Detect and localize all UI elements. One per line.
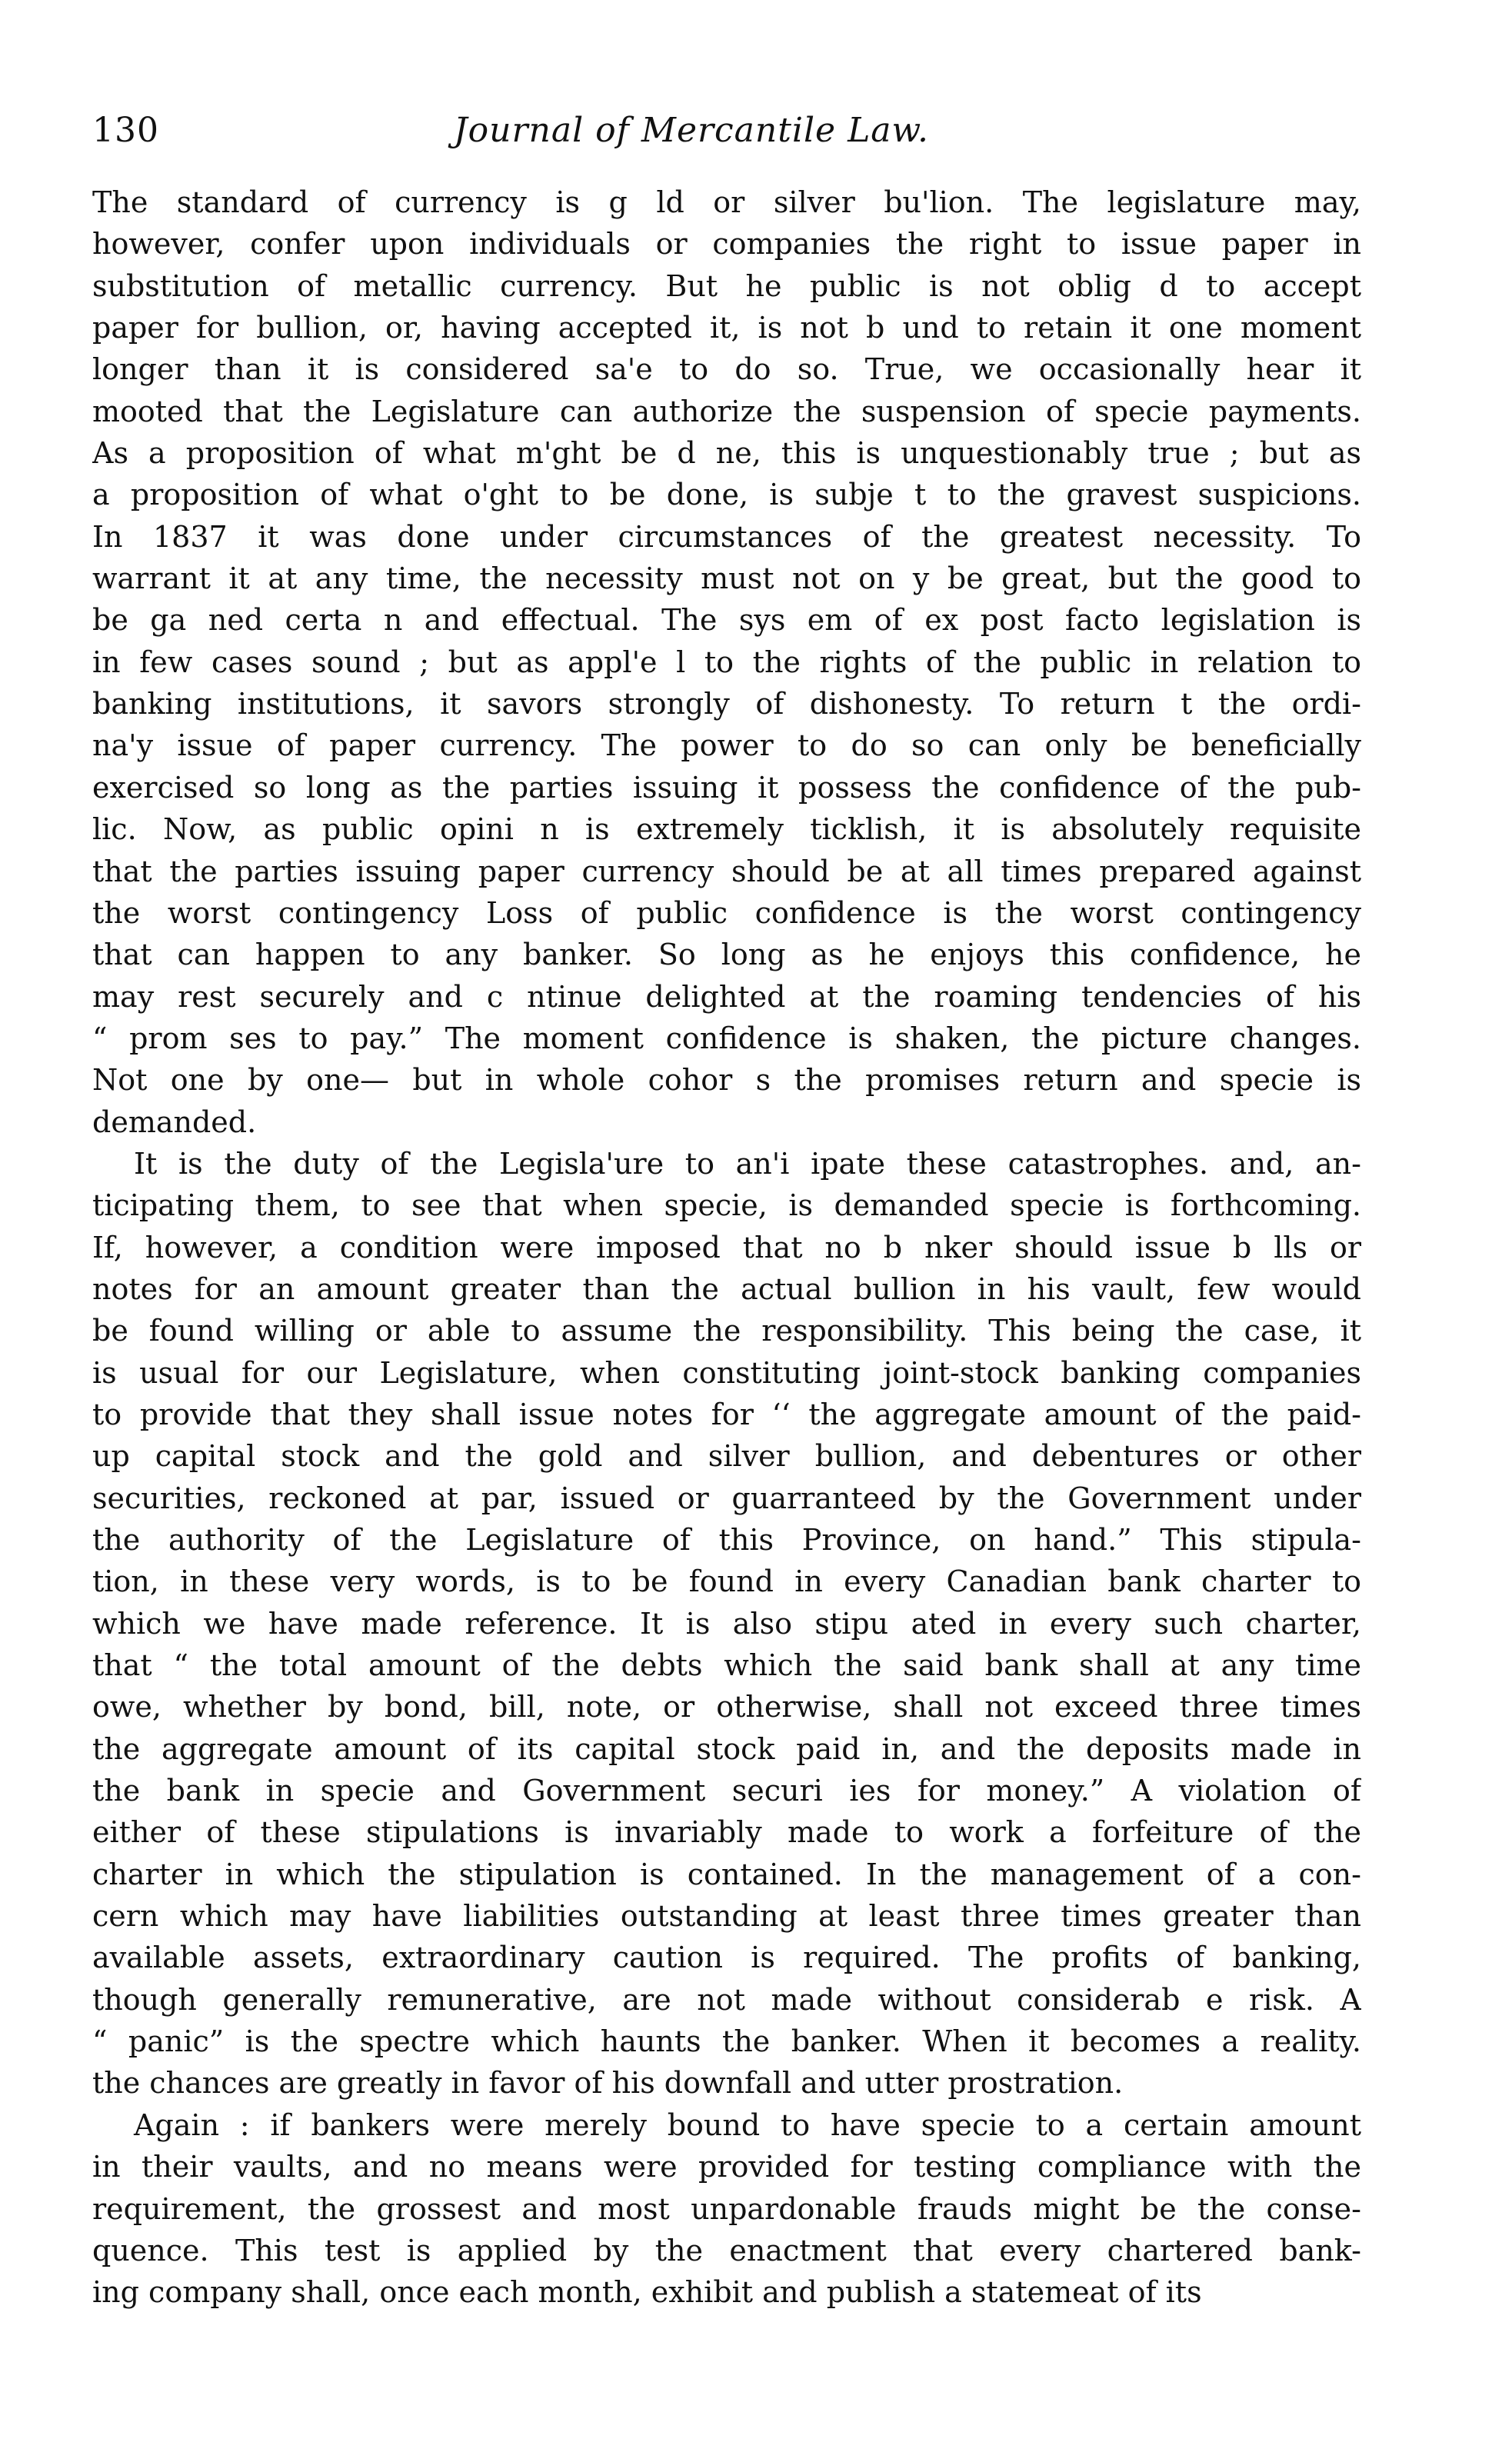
text-line: lic. Now, as public opini n is extremely ticklish, it is absolutely requisite <box>92 812 1361 847</box>
text-line: In 1837 it was done under circumstances of the greatest necessity. To <box>92 519 1361 554</box>
text-line: charter in which the stipulation is contained. In the management of a con- <box>92 1857 1361 1891</box>
text-line: be found willing or able to assume the responsibility. This being the case, it <box>92 1314 1361 1348</box>
text-line: notes for an amount greater than the actual bullion in his vault, few would <box>92 1271 1361 1306</box>
text-line: requirement, the grossest and most unpardonable frauds might be the conse- <box>92 2191 1361 2226</box>
text-line: It is the duty of the Legisla'ure to an'i ipate these catastrophes. and, an- <box>134 1146 1361 1181</box>
text-line: cern which may have liabilities outstanding at least three times greater than <box>92 1899 1361 1934</box>
text-line: up capital stock and the gold and silver bullion, and debentures or other <box>92 1439 1361 1474</box>
text-line: that can happen to any banker. So long as he enjoys this confidence, he <box>92 938 1361 972</box>
body-text <box>92 182 1361 2314</box>
text-line: If, however, a condition were imposed that no b nker should issue b lls or <box>92 1230 1361 1264</box>
text-line: The standard of currency is g ld or silver bu'lion. The legislature may, <box>92 185 1361 219</box>
text-line: that “ the total amount of the debts which the said bank shall at any time <box>92 1648 1361 1683</box>
text-line: substitution of metallic currency. But he public is not oblig d to accept <box>92 268 1361 303</box>
running-title: Journal of Mercantile Law. <box>454 111 929 150</box>
text-line: Not one by one— but in whole cohor s the promises return and specie is <box>92 1063 1361 1098</box>
text-line: banking institutions, it savors strongly of dishonesty. To return t the ordi- <box>92 687 1361 721</box>
text-line: either of these stipulations is invariably made to work a forfeiture of the <box>92 1815 1361 1850</box>
paragraph <box>92 1143 1361 2104</box>
text-line: ticipating them, to see that when specie, is demanded specie is forthcoming. <box>92 1188 1361 1223</box>
text-line: the chances are greatly in favor of his downfall and utter prostration. <box>92 2066 1124 2101</box>
text-line: paper for bullion, or, having accepted it, is not b und to retain it one moment <box>92 311 1361 345</box>
text-line: ing company shall, once each month, exhibit and publish a statemeat of its <box>92 2275 1202 2310</box>
paragraph <box>92 182 1361 1143</box>
text-line: which we have made reference. It is also stipu ated in every such charter, <box>92 1606 1361 1641</box>
text-line: in their vaults, and no means were provided for testing compliance with the <box>92 2150 1361 2184</box>
paragraph <box>92 2104 1361 2314</box>
text-line: exercised so long as the parties issuing it possess the confidence of the pub- <box>92 770 1361 805</box>
text-line: the aggregate amount of its capital stock paid in, and the deposits made in <box>92 1731 1361 1766</box>
page-number: 130 <box>92 111 159 150</box>
text-line: quence. This test is applied by the enactment that every chartered bank- <box>92 2233 1361 2267</box>
text-line: the worst contingency Loss of public confidence is the worst contingency <box>92 895 1361 930</box>
text-line: is usual for our Legislature, when constituting joint-stock banking companies <box>92 1355 1361 1390</box>
text-line: securities, reckoned at par, issued or guarranteed by the Government under <box>92 1481 1361 1515</box>
text-line: may rest securely and c ntinue delighted at the roaming tendencies of his <box>92 979 1361 1014</box>
text-line: mooted that the Legislature can authorize the suspension of specie payments. <box>92 394 1361 428</box>
text-line: though generally remunerative, are not made without considerab e risk. A <box>92 1982 1361 2017</box>
text-line: As a proposition of what m'ght be d ne, this is unquestionably true ; but as <box>92 436 1361 471</box>
text-line: the bank in specie and Government securi ies for money.” A violation of <box>92 1774 1361 1808</box>
text-line: however, confer upon individuals or companies the right to issue paper in <box>92 227 1361 262</box>
text-line: warrant it at any time, the necessity must not on y be great, but the good to <box>92 561 1361 596</box>
text-line: be ga ned certa n and effectual. The sys em of ex post facto legislation is <box>92 603 1361 638</box>
text-line: Again : if bankers were merely bound to have specie to a certain amount <box>134 2107 1361 2142</box>
text-line: “ prom ses to pay.” The moment confidence is shaken, the picture changes. <box>92 1021 1361 1055</box>
text-line: available assets, extraordinary caution is required. The profits of banking, <box>92 1941 1361 1975</box>
text-line: longer than it is considered sa'e to do so. True, we occasionally hear it <box>92 352 1361 387</box>
text-line: a proposition of what o'ght to be done, is subje t to the gravest suspicions. <box>92 478 1361 512</box>
text-line: that the parties issuing paper currency should be at all times prepared against <box>92 854 1361 888</box>
text-line: the authority of the Legislature of this Province, on hand.” This stipula- <box>92 1523 1361 1557</box>
text-line: owe, whether by bond, bill, note, or otherwise, shall not exceed three times <box>92 1690 1361 1724</box>
text-line: demanded. <box>92 1105 257 1139</box>
text-line: “ panic” is the spectre which haunts the banker. When it becomes a reality. <box>92 2024 1361 2059</box>
text-line: tion, in these very words, is to be found in every Canadian bank charter to <box>92 1564 1361 1599</box>
text-line: na'y issue of paper currency. The power to do so can only be beneficially <box>92 728 1361 763</box>
text-line: in few cases sound ; but as appl'e l to the rights of the public in relation to <box>92 645 1361 679</box>
text-line: to provide that they shall issue notes for ‘‘ the aggregate amount of the paid- <box>92 1397 1361 1431</box>
page-header <box>92 106 1361 160</box>
